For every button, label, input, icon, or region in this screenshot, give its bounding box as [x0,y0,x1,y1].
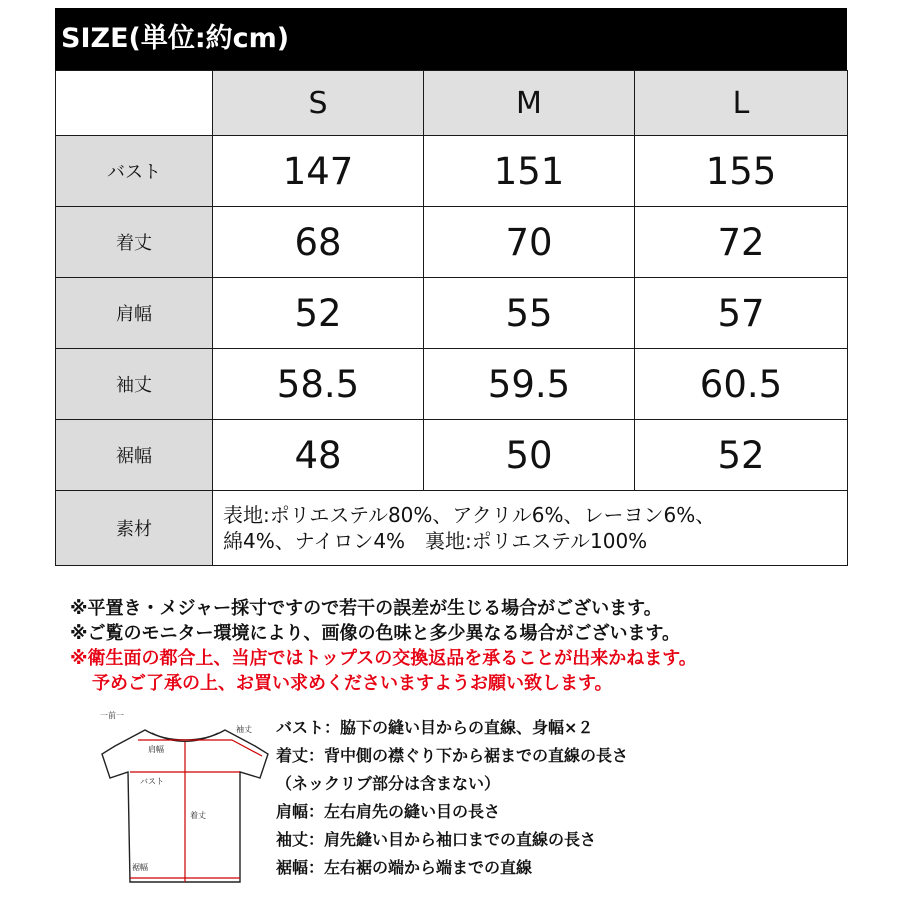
table-row-shoulder [56,278,848,349]
def-length-note: （ネックリブ部分は含まない） [276,774,501,793]
corner-cell [56,71,213,136]
size-col-s: S [213,71,424,136]
table-row-sleeve [56,349,848,420]
value-cell: 147 [213,136,424,207]
value-cell: 68 [213,207,424,278]
def-bust: バスト：脇下の縫い目からの直線、身幅×２ [276,718,594,737]
value-cell: 70 [424,207,635,278]
diagram-sleeve-label: 袖丈 [236,725,252,734]
table-row-bust [56,136,848,207]
value-cell: 155 [635,136,848,207]
value-cell: 57 [635,278,848,349]
note-monitor: ※ご覧のモニター環境により、画像の色味と多少異なる場合がございます。 [70,623,681,644]
size-table [55,70,848,566]
def-hem: 裾幅：左右裾の端から端までの直線 [276,858,533,877]
value-cell: 52 [635,420,848,491]
value-cell: 55 [424,278,635,349]
row-label-shoulder: 肩幅 [56,278,213,349]
measurement-definitions [276,714,628,882]
row-label-sleeve: 袖丈 [56,349,213,420]
def-shoulder: 肩幅：左右肩先の縫い目の長さ [276,802,501,821]
value-cell: 52 [213,278,424,349]
size-col-m: M [424,71,635,136]
size-col-l: L [635,71,848,136]
diagram-front-label: 一前一 [100,711,124,720]
value-cell: 50 [424,420,635,491]
value-cell: 151 [424,136,635,207]
size-header-row [56,71,848,136]
def-sleeve: 袖丈：肩先縫い目から袖口までの直線の長さ [276,830,597,849]
size-title: SIZE(単位:約cm) [55,8,847,70]
value-cell: 60.5 [635,349,848,420]
diagram-bust-label: バスト [140,777,164,786]
table-row-material [56,491,848,566]
diagram-length-label: 着丈 [190,811,206,820]
row-label-bust: バスト [56,136,213,207]
value-cell: 48 [213,420,424,491]
note-no-returns: ※衛生面の都合上、当店ではトップスの交換返品を承ることが出来かねます。 [70,648,697,669]
tshirt-diagram [90,706,280,896]
notes-block [70,596,697,696]
row-label-length: 着丈 [56,207,213,278]
value-cell: 59.5 [424,349,635,420]
table-row-hem [56,420,848,491]
note-apology: 予めご了承の上、お買い求めくださいますようお願い致します。 [92,673,613,694]
diagram-shoulder-label: 肩幅 [148,745,164,754]
material-line-2: 綿4%、ナイロン4% 裏地:ポリエステル100% [223,529,648,553]
def-length: 着丈：背中側の襟ぐり下から裾までの直線の長さ [276,746,629,765]
value-cell: 58.5 [213,349,424,420]
note-measurement: ※平置き・メジャー採寸ですので若干の誤差が生じる場合がございます。 [70,598,662,619]
material-cell [213,491,848,566]
value-cell: 72 [635,207,848,278]
row-label-material: 素材 [56,491,213,566]
material-line-1: 表地:ポリエステル80%、アクリル6%、レーヨン6%、 [223,503,716,527]
diagram-hem-label: 裾幅 [132,863,148,872]
table-row-length [56,207,848,278]
row-label-hem: 裾幅 [56,420,213,491]
